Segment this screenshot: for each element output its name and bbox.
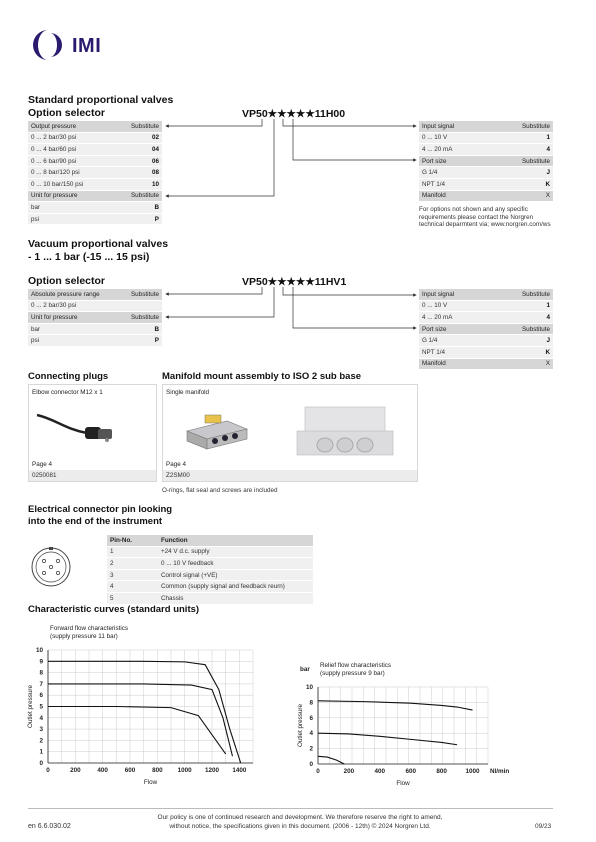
vacuum-right-option-row-value: J xyxy=(490,335,553,347)
connecting-plug-page: Page 4 xyxy=(32,461,52,468)
vacuum-left-option-row-label: Unit for pressure xyxy=(28,312,120,324)
standard-left-option-row-label: bar xyxy=(28,202,113,214)
connecting-plug-caption: Elbow connector M12 x 1 xyxy=(32,389,103,396)
pins-header-cell: Function xyxy=(158,535,313,546)
standard-left-option-row-value: 02 xyxy=(113,132,162,144)
y-tick-label: 1 xyxy=(39,748,43,756)
pins-cell: 0 ... 10 V feedback xyxy=(158,558,313,570)
vacuum-left-option-row xyxy=(28,300,162,312)
manifold-title: Manifold mount assembly to ISO 2 sub base xyxy=(162,371,362,382)
vacuum-title-line2: - 1 ... 1 bar (-15 ... 15 psi) xyxy=(28,250,150,263)
vacuum-right-option-row xyxy=(419,312,553,324)
standard-right-option-row-value: K xyxy=(490,178,553,190)
y-tick-label: 4 xyxy=(309,730,313,738)
standard-right-option-row-label: 4 ... 20 mA xyxy=(419,144,490,156)
vacuum-left-option-row-value: B xyxy=(120,323,162,335)
vacuum-left-option-row-value xyxy=(120,300,162,312)
vacuum-right-option-row-value: K xyxy=(490,346,553,358)
vacuum-left-option-row-label: bar xyxy=(28,323,120,335)
vacuum-left-options-table xyxy=(28,289,162,347)
vacuum-right-option-row-label: Port size xyxy=(419,323,490,335)
x-tick-label: 0 xyxy=(46,767,50,774)
vacuum-left-option-row xyxy=(28,312,162,324)
footer-policy-line1: Our policy is one of continued research and development. We therefore reserve the right to amend, xyxy=(157,814,443,821)
standard-left-option-row-value: 06 xyxy=(113,155,162,167)
vacuum-left-option-row-value: Substitute xyxy=(120,312,162,324)
chart-title: Relief flow characteristics xyxy=(320,662,392,669)
standard-contact-note: For options not shown and any specific requirements please contact the Norgren technical deparmtent via; www.norgren.com/ws xyxy=(419,206,551,229)
standard-right-option-row-value: X xyxy=(490,190,553,202)
imi-logo-text: IMI xyxy=(72,35,102,57)
y-tick-label: 4 xyxy=(39,714,43,722)
pins-title-line1: Electrical connector pin looking xyxy=(28,504,173,515)
pins-cell: 4 xyxy=(107,581,158,593)
standard-right-option-row-label: NPT 1/4 xyxy=(419,178,490,190)
footer-policy xyxy=(120,814,480,831)
standard-right-option-row-value: Substitute xyxy=(490,155,553,167)
pins-row xyxy=(107,558,313,570)
standard-left-option-row-value: P xyxy=(113,213,162,225)
vacuum-left-option-row-value: Substitute xyxy=(120,289,162,300)
vacuum-right-option-row xyxy=(419,289,553,300)
pins-cell: 1 xyxy=(107,546,158,558)
chart-y-unit: bar xyxy=(300,666,310,673)
footer-divider xyxy=(28,808,553,809)
y-tick-label: 8 xyxy=(309,699,313,707)
vacuum-right-option-row-label: 0 ... 10 V xyxy=(419,300,490,312)
standard-left-option-row-label: 0 ... 10 bar/150 psi xyxy=(28,178,113,190)
manifold-note: O-rings, flat seal and screws are included xyxy=(162,487,278,494)
vacuum-left-option-row-label: 0 ... 2 bar/30 psi xyxy=(28,300,120,312)
pin-diagram-icon xyxy=(28,544,74,590)
connecting-plug-part-number: 0250081 xyxy=(29,470,156,481)
vacuum-left-option-row xyxy=(28,335,162,347)
vacuum-right-option-row-value: Substitute xyxy=(490,289,553,300)
standard-right-option-row-label: Input signal xyxy=(419,121,490,132)
footer-doc-number: en 6.6.030.02 xyxy=(28,823,71,830)
y-tick-label: 3 xyxy=(39,726,43,734)
y-tick-label: 10 xyxy=(35,647,43,654)
y-axis-label: Outlet pressure xyxy=(27,684,34,729)
y-tick-label: 2 xyxy=(39,737,43,745)
pins-cell: 2 xyxy=(107,558,158,570)
pins-row xyxy=(107,546,313,558)
x-tick-label: 1000 xyxy=(465,768,480,775)
y-tick-label: 10 xyxy=(305,684,313,691)
vacuum-right-option-row-label: Manifold xyxy=(419,358,490,370)
series-line-3 xyxy=(318,756,344,764)
x-axis-label: Flow xyxy=(143,779,158,786)
y-tick-label: 8 xyxy=(39,669,43,677)
standard-title-line2: Option selector xyxy=(28,106,106,119)
standard-title-line1: Standard proportional valves xyxy=(28,94,174,106)
x-tick-label: 1400 xyxy=(232,767,247,774)
y-tick-label: 0 xyxy=(39,760,43,767)
vacuum-right-option-row xyxy=(419,358,553,370)
standard-order-code: VP50★★★★★11H00 xyxy=(242,108,346,120)
chart-subtitle: (supply pressure 11 bar) xyxy=(50,633,118,640)
vacuum-left-option-row xyxy=(28,323,162,335)
vacuum-left-option-row xyxy=(28,289,162,300)
vacuum-right-option-row-value: X xyxy=(490,358,553,370)
x-tick-label: 200 xyxy=(343,768,355,775)
vacuum-option-selector-title: Option selector xyxy=(28,275,106,287)
x-tick-label: 200 xyxy=(70,767,81,774)
x-tick-label: 800 xyxy=(436,768,447,775)
pins-cell: Chassis xyxy=(158,592,313,604)
manifold-image xyxy=(177,403,407,461)
x-tick-label: 1000 xyxy=(177,767,192,774)
vacuum-right-option-row xyxy=(419,335,553,347)
vacuum-right-options-table xyxy=(419,289,553,370)
pins-cell: Control signal (+VE) xyxy=(158,569,313,581)
standard-left-option-row-value: 08 xyxy=(113,167,162,179)
standard-left-option-row-label: 0 ... 6 bar/90 psi xyxy=(28,155,113,167)
series-line-2 xyxy=(318,733,457,745)
vacuum-right-option-row xyxy=(419,323,553,335)
chart-subtitle: (supply pressure 9 bar) xyxy=(320,670,385,677)
relief-flow-chart xyxy=(290,660,530,794)
chart-x-unit: Nl/min xyxy=(490,768,510,775)
pins-cell: +24 V d.c. supply xyxy=(158,546,313,558)
x-tick-label: 400 xyxy=(374,768,386,775)
pins-row xyxy=(107,592,313,604)
y-tick-label: 6 xyxy=(39,692,43,700)
standard-left-option-row-label: Unit for pressure xyxy=(28,190,113,202)
y-tick-label: 9 xyxy=(39,658,43,666)
x-tick-label: 600 xyxy=(405,768,416,775)
y-tick-label: 0 xyxy=(309,761,313,768)
pins-cell: 5 xyxy=(107,592,158,604)
pins-title xyxy=(28,504,172,528)
vacuum-right-option-row-label: Input signal xyxy=(419,289,490,300)
y-tick-label: 7 xyxy=(39,680,43,688)
x-axis-label: Flow xyxy=(396,780,410,787)
standard-left-option-row-value: B xyxy=(113,202,162,214)
x-tick-label: 400 xyxy=(97,767,108,774)
manifold-part-number: Z2SM00 xyxy=(163,470,417,481)
standard-right-option-row-label: Port size xyxy=(419,155,490,167)
pins-row xyxy=(107,569,313,581)
vacuum-title xyxy=(28,238,168,263)
vacuum-left-option-row-label: psi xyxy=(28,335,120,347)
standard-right-option-row-value: J xyxy=(490,167,553,179)
pins-header-row xyxy=(107,535,313,546)
pins-row xyxy=(107,581,313,593)
y-tick-label: 5 xyxy=(39,703,43,711)
manifold-caption: Single manifold xyxy=(166,389,210,396)
vacuum-right-option-row-label: G 1/4 xyxy=(419,335,490,347)
y-tick-label: 2 xyxy=(309,745,313,753)
vacuum-right-option-row-value: 4 xyxy=(490,312,553,324)
footer-page-number: 09/23 xyxy=(535,823,552,830)
standard-left-option-row-label: 0 ... 2 bar/30 psi xyxy=(28,132,113,144)
vacuum-right-option-row-label: NPT 1/4 xyxy=(419,346,490,358)
chart-title: Forward flow characteristics xyxy=(50,625,129,632)
standard-left-option-row-label: psi xyxy=(28,213,113,225)
vacuum-left-option-row-label: Absolute pressure range xyxy=(28,289,120,300)
x-tick-label: 800 xyxy=(152,767,163,774)
pins-cell: Common (supply signal and feedback reurn) xyxy=(158,581,313,593)
series-line-2 xyxy=(48,684,233,756)
standard-left-option-row-value: Substitute xyxy=(113,190,162,202)
series-line-3 xyxy=(48,707,226,754)
vacuum-right-option-row xyxy=(419,346,553,358)
standard-right-option-row-label: 0 ... 10 V xyxy=(419,132,490,144)
pins-cell: 3 xyxy=(107,569,158,581)
standard-left-option-row-label: Output pressure xyxy=(28,121,113,132)
standard-right-option-row-label: G 1/4 xyxy=(419,167,490,179)
vacuum-right-option-row-value: Substitute xyxy=(490,323,553,335)
vacuum-title-line1: Vacuum proportional valves xyxy=(28,238,169,250)
vacuum-right-option-row-value: 1 xyxy=(490,300,553,312)
y-tick-label: 6 xyxy=(309,714,313,722)
vacuum-right-option-row-label: 4 ... 20 mA xyxy=(419,312,490,324)
pins-table xyxy=(107,535,313,605)
vacuum-left-option-row-value: P xyxy=(120,335,162,347)
vacuum-order-code: VP50★★★★★11HV1 xyxy=(242,276,347,288)
y-axis-label: Outlet pressure xyxy=(297,703,304,748)
standard-left-option-row-label: 0 ... 4 bar/60 psi xyxy=(28,144,113,156)
x-tick-label: 600 xyxy=(124,767,136,774)
standard-right-option-row-value: 4 xyxy=(490,144,553,156)
forward-flow-chart xyxy=(20,624,260,794)
footer-policy-line2: without notice, the specifications given in this document. (2006 - 12th) © 2024 Norgren Ltd. xyxy=(169,822,431,830)
x-tick-label: 1200 xyxy=(204,767,220,774)
connecting-plug-card xyxy=(28,384,157,482)
curves-title: Characteristic curves (standard units) xyxy=(28,604,200,615)
standard-left-option-row-value: 04 xyxy=(113,144,162,156)
pins-title-line2: into the end of the instrument xyxy=(28,516,163,527)
pins-header-cell: Pin-No. xyxy=(107,535,158,546)
manifold-page: Page 4 xyxy=(166,461,186,468)
standard-left-option-row-value: 10 xyxy=(113,178,162,190)
x-tick-label: 0 xyxy=(316,768,320,775)
standard-left-option-row-label: 0 ... 8 bar/120 psi xyxy=(28,167,113,179)
standard-right-option-row-label: Manifold xyxy=(419,190,490,202)
standard-right-option-row-value: 1 xyxy=(490,132,553,144)
standard-right-option-row-value: Substitute xyxy=(490,121,553,132)
elbow-connector-image xyxy=(35,407,145,447)
vacuum-right-option-row xyxy=(419,300,553,312)
connecting-plugs-title: Connecting plugs xyxy=(28,371,109,382)
standard-left-option-row-value: Substitute xyxy=(113,121,162,132)
manifold-card xyxy=(162,384,418,482)
